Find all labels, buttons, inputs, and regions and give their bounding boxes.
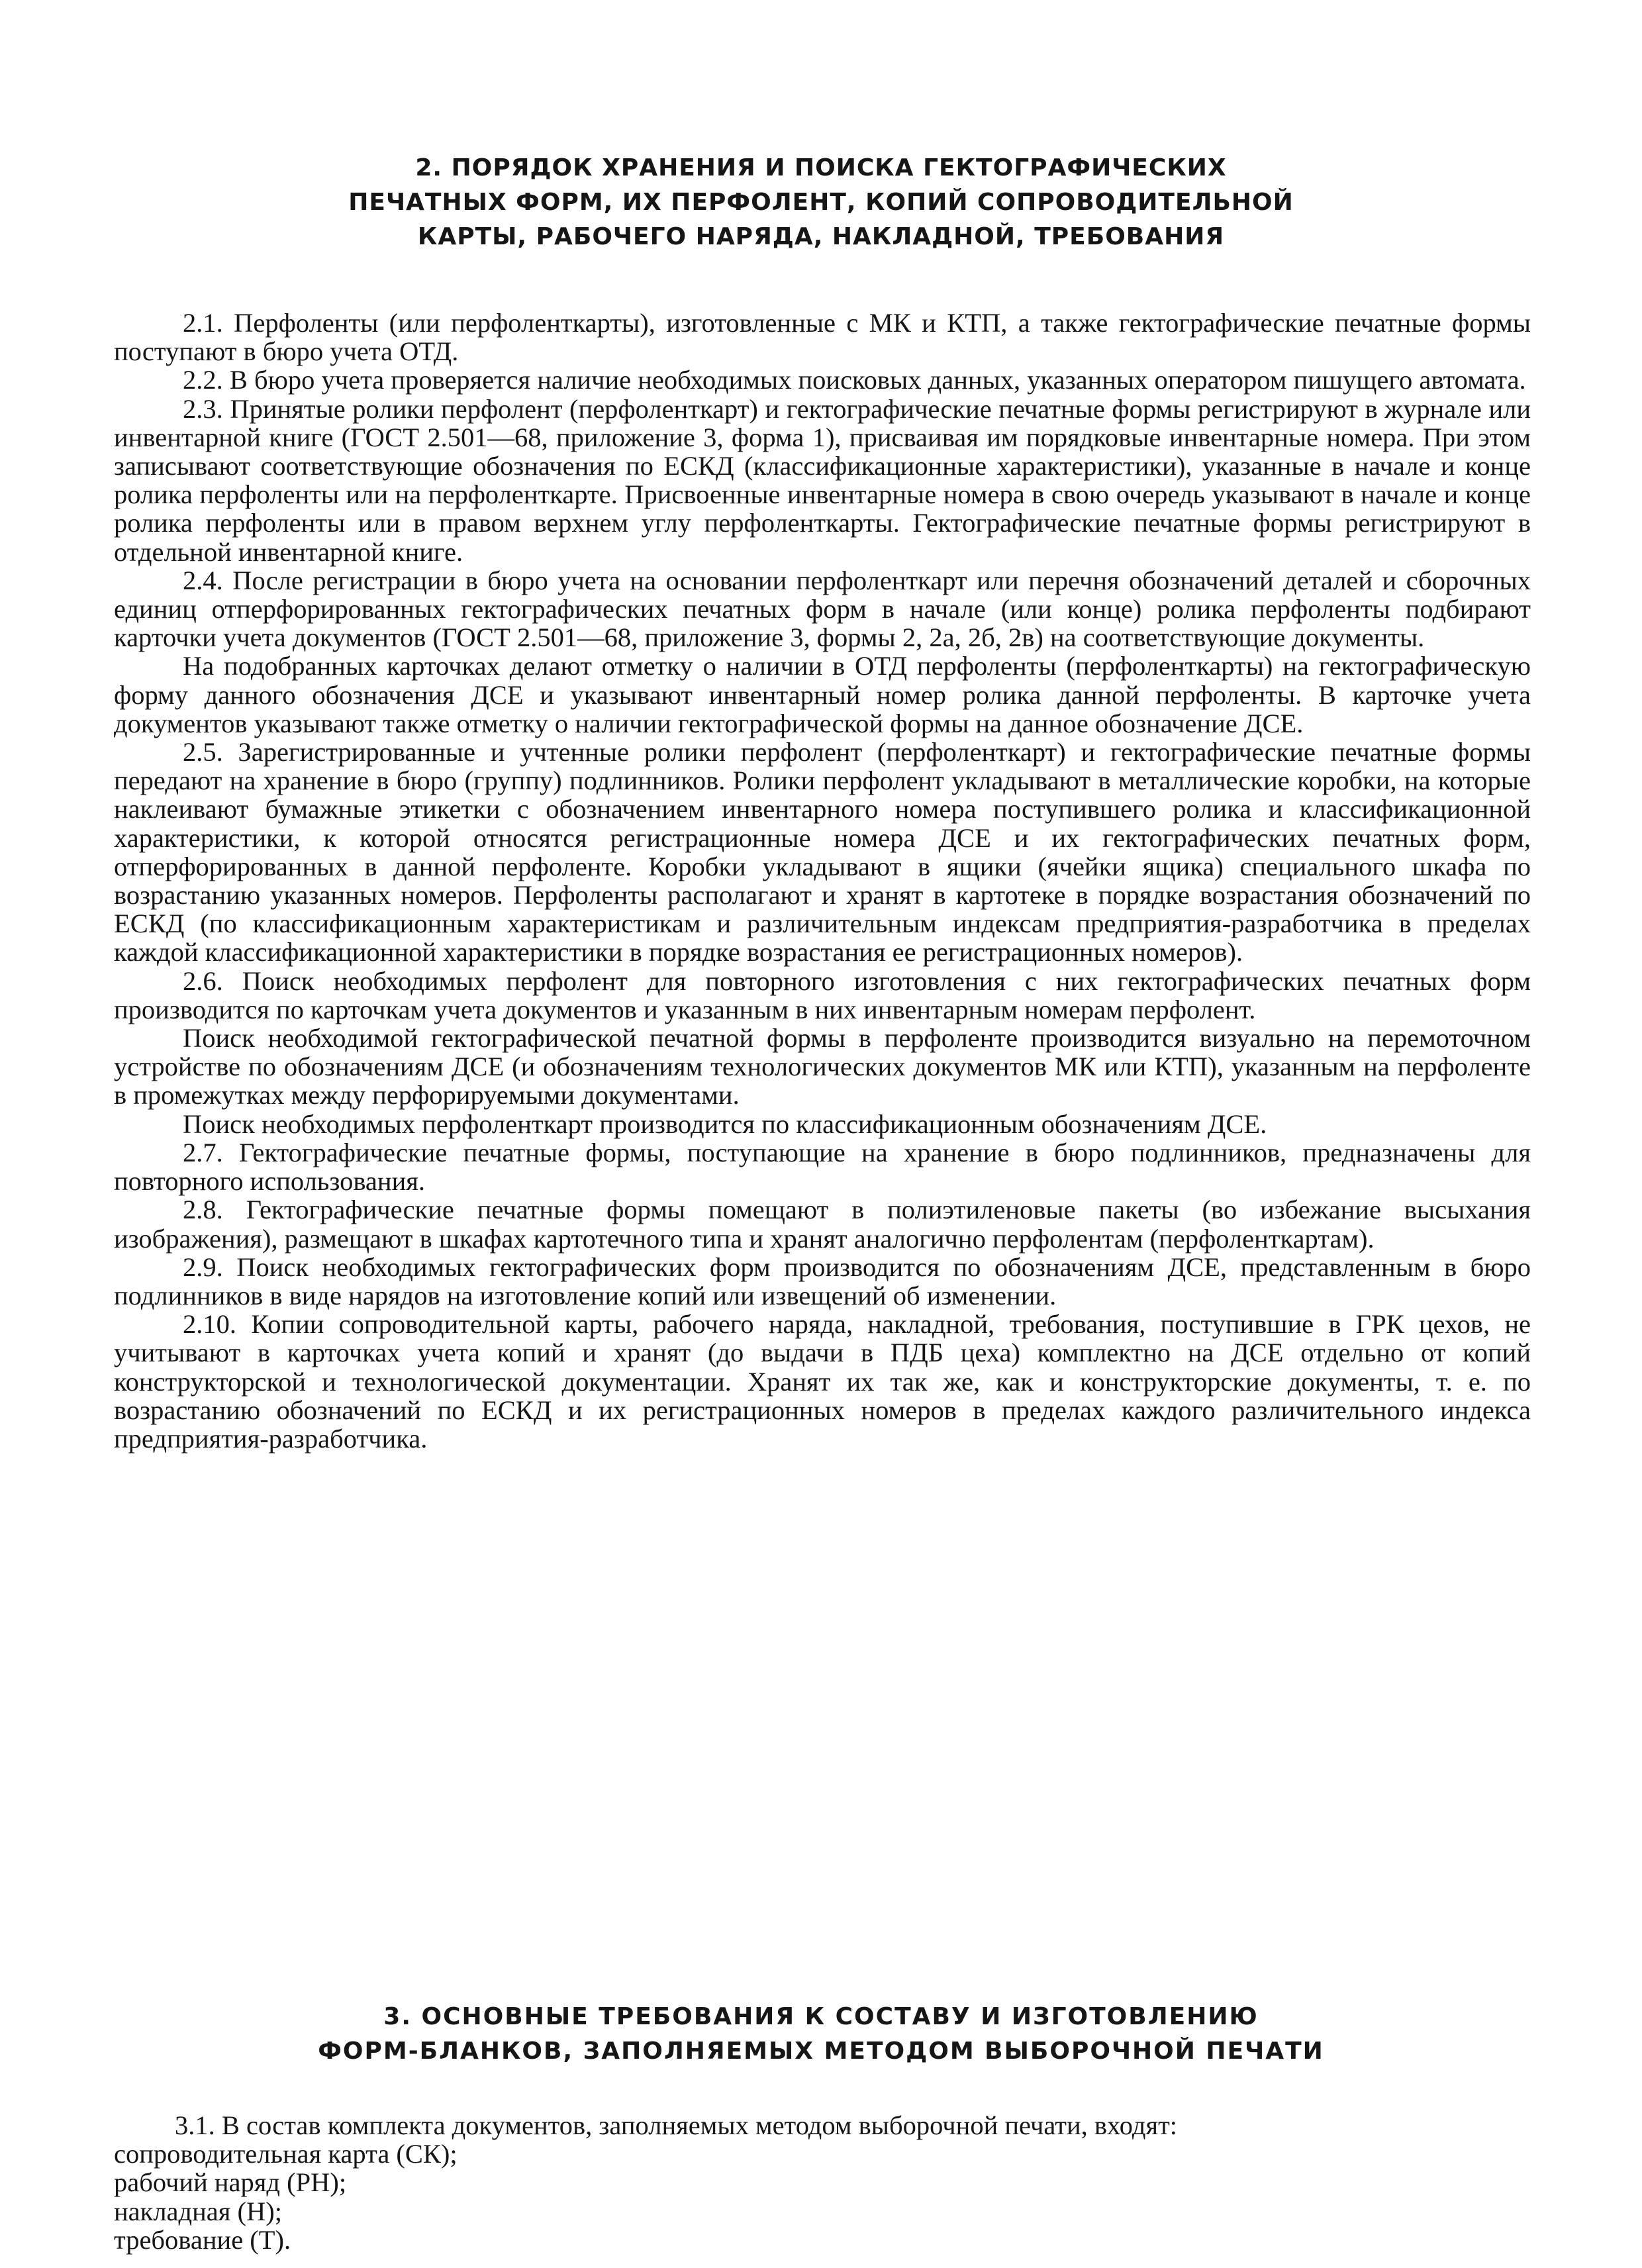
section-2-heading-line: КАРТЫ, РАБОЧЕГО НАРЯДА, НАКЛАДНОЙ, ТРЕБОВАНИЯ — [417, 223, 1225, 250]
list-item: требование (Т). — [114, 2224, 291, 2255]
section-2-heading — [132, 151, 1510, 254]
clause-2-6: 2.6. Поиск необходимых перфолент для повторного изготовления с них гектографических печатных форм производится по карточкам учета документов и указанным в них инвентарным номерам перфолент. — [114, 965, 1531, 1024]
clause-2-6-search-cards: Поиск необходимых перфоленткарт производится по классификационным обозначениям ДСЕ. — [183, 1109, 1267, 1139]
clause-2-3: 2.3. Принятые ролики перфолент (перфоленткарт) и гектографические печатные формы регистрируют в журнале или инвентарной книге (ГОСТ 2.501—68, приложение 3, форма 1), присваивая им порядковые инвентарные номера. При этом записывают соответствующие обозначения по ЕСКД (классификационные характеристики), указанные в начале и конце ролика перфоленты или на перфоленткарте. Присвоенные инвентарные номера в свою очередь указывают в начале и конце ролика перфоленты или в правом верхнем углу перфоленткарты. Гектографические печатные формы регистрируют в отдельной инвентарной книге. — [114, 393, 1531, 567]
clause-2-5: 2.5. Зарегистрированные и учтенные ролики перфолент (перфоленткарт) и гектографические печатные формы передают на хранение в бюро (группу) подлинников. Ролики перфолент укладывают в металлические коробки, на которые наклеивают бумажные этикетки с обозначением инвентарного номера поступившего ролика и классификационной характеристики, к которой относятся регистрационные номера ДСЕ и их гектографических печатных форм, отперфорированных в данной перфоленте. Коробки укладывают в ящики (ячейки ящика) специального шкафа по возрастанию указанных номеров. Перфоленты располагают и хранят в картотеке в порядке возрастания обозначений по ЕСКД (по классификационным характеристикам и различительным индексам предприятия-разработчика в пределах каждой классификационной характеристики в порядке возрастания ее регистрационных номеров). — [114, 737, 1531, 967]
section-3-heading — [132, 2000, 1510, 2069]
clause-2-4: 2.4. После регистрации в бюро учета на основании перфоленткарт или перечня обозначений деталей и сборочных единиц отперфорированных гектографических печатных форм в начале (или конце) ролика перфоленты подбирают карточки учета документов (ГОСТ 2.501—68, приложение 3, формы 2, 2а, 2б, 2в) на соответствующие документы. — [114, 565, 1531, 653]
section-3-body — [114, 2111, 1504, 2254]
list-item: сопроводительная карта (СК); — [114, 2139, 458, 2169]
clause-2-10: 2.10. Копии сопроводительной карты, рабочего наряда, накладной, требования, поступившие в ГРК цехов, не учитывают в карточках учета копий и хранят (до выдачи в ПДБ цеха) комплектно на ДСЕ отдельно от копий конструкторской и технологической документации. Хранят их так же, как и конструкторские документы, т. е. по возрастанию обозначений по ЕСКД и их регистрационных номеров в пределах каждого различительного индекса предприятия-разработчика. — [114, 1309, 1531, 1454]
clause-2-1: 2.1. Перфоленты (или перфоленткарты), изготовленные с МК и КТП, а также гектографические печатные формы поступают в бюро учета ОТД. — [114, 308, 1531, 367]
clause-2-9: 2.9. Поиск необходимых гектографических форм производится по обозначениям ДСЕ, представленным в бюро подлинников в виде нарядов на изготовление копий или извещений об изменении. — [114, 1252, 1531, 1310]
list-item: накладная (Н); — [114, 2196, 282, 2226]
clause-2-6-search-form: Поиск необходимой гектографической печатной формы в перфоленте производится визуально на перемоточном устройстве по обозначениям ДСЕ (и обозначениям технологических документов МК или КТП), указанным на перфоленте в промежутках между перфорируемыми документами. — [114, 1023, 1531, 1110]
clause-2-7: 2.7. Гектографические печатные формы, поступающие на хранение в бюро подлинников, предназначены для повторного использования. — [114, 1137, 1531, 1197]
clause-2-2: 2.2. В бюро учета проверяется наличие необходимых поисковых данных, указанных оператором пишущего автомата. — [183, 365, 1526, 395]
clause-3-1: 3.1. В состав комплекта документов, заполняемых методом выборочной печати, входят: — [175, 2110, 1178, 2140]
section-2-heading-line: 2. ПОРЯДОК ХРАНЕНИЯ И ПОИСКА ГЕКТОГРАФИЧЕСКИХ — [415, 154, 1227, 181]
section-2-heading-line: ПЕЧАТНЫХ ФОРМ, ИХ ПЕРФОЛЕНТ, КОПИЙ СОПРОВОДИТЕЛЬНОЙ — [348, 189, 1294, 216]
section-2-body — [114, 309, 1531, 1453]
section-3-heading-line: ФОРМ-БЛАНКОВ, ЗАПОЛНЯЕМЫХ МЕТОДОМ ВЫБОРОЧНОЙ ПЕЧАТИ — [318, 2038, 1324, 2065]
list-item: рабочий наряд (РН); — [114, 2167, 347, 2198]
clause-2-4-continued: На подобранных карточках делают отметку о наличии в ОТД перфоленты (перфоленткарты) на гектографическую форму данного обозначения ДСЕ и указывают инвентарный номер ролика данной перфоленты. В карточке учета документов указывают также отметку о наличии гектографической формы на данное обозначение ДСЕ. — [114, 651, 1531, 738]
section-3-heading-line: 3. ОСНОВНЫЕ ТРЕБОВАНИЯ К СОСТАВУ И ИЗГОТОВЛЕНИЮ — [383, 2003, 1259, 2030]
clause-2-8: 2.8. Гектографические печатные формы помещают в полиэтиленовые пакеты (во избежание высыхания изображения), размещают в шкафах картотечного типа и хранят аналогично перфолентам (перфоленткартам). — [114, 1195, 1531, 1254]
